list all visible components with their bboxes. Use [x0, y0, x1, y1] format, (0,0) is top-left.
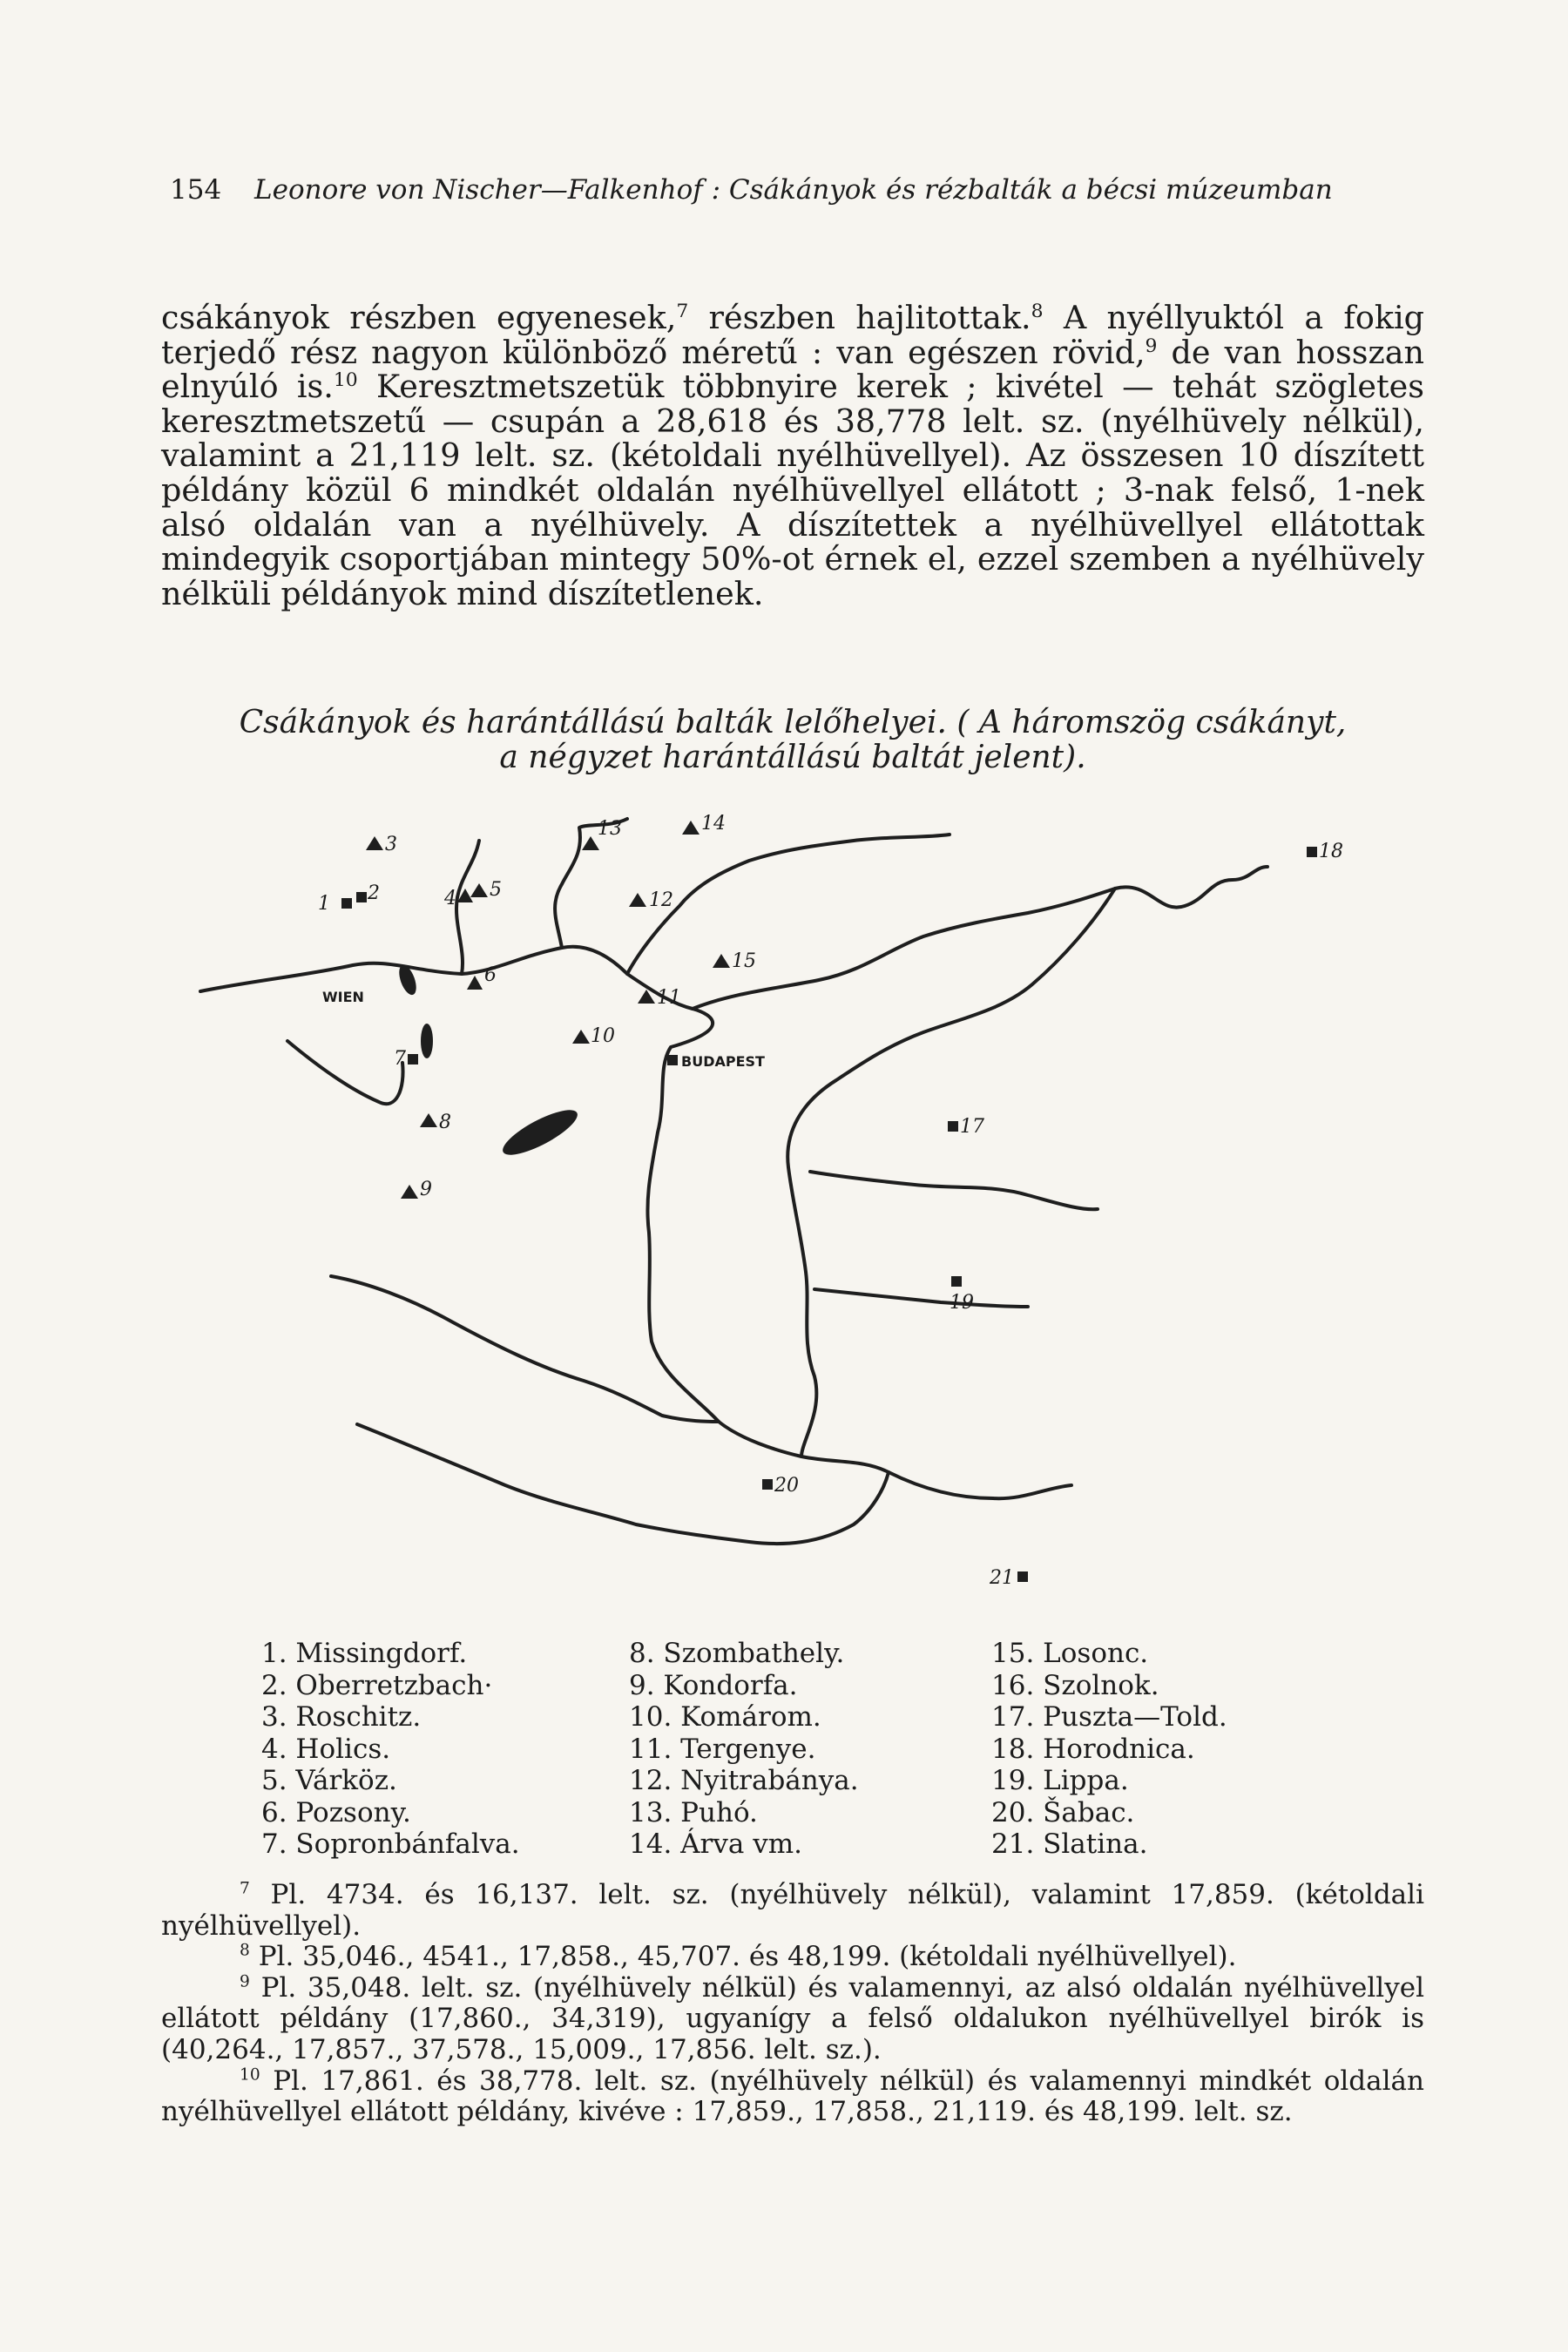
legend-item: 6. Pozsony.: [261, 1796, 411, 1828]
footnotes: [161, 1880, 1424, 2128]
site-7-label: 7: [394, 1048, 406, 1070]
site-20-label: 20: [774, 1475, 799, 1497]
site-13-triangle: [582, 836, 599, 850]
legend-item: 21. Slatina.: [991, 1828, 1148, 1860]
river-hron: [627, 835, 950, 974]
footnote-ref-9: 9: [1145, 335, 1158, 357]
legend-item: 9. Kondorfa.: [629, 1669, 798, 1701]
site-14-triangle: [682, 821, 700, 835]
site-6-triangle: [467, 976, 483, 990]
running-header: [170, 174, 1424, 206]
site-8-triangle: [420, 1113, 437, 1127]
site-5-triangle: [470, 883, 488, 897]
site-10-triangle: [572, 1030, 590, 1044]
legend-item: 4. Holics.: [261, 1733, 391, 1765]
legend-item: 16. Szolnok.: [991, 1669, 1159, 1701]
legend-item: 5. Várköz.: [261, 1765, 397, 1796]
lake-balaton: [497, 1102, 583, 1163]
site-8-label: 8: [439, 1112, 451, 1133]
footnote-ref-7: 7: [676, 300, 689, 322]
site-21-square: [1017, 1571, 1028, 1582]
site-10-label: 10: [591, 1025, 615, 1047]
site-2-label: 2: [368, 882, 380, 904]
site-21-label: 21: [990, 1567, 1014, 1589]
legend-item: 7. Sopronbánfalva.: [261, 1828, 520, 1860]
river-raab: [287, 1041, 403, 1104]
site-15-label: 15: [732, 950, 756, 972]
footnote-ref-8: 8: [1031, 300, 1044, 322]
site-19-label: 19: [950, 1292, 974, 1314]
city-wien-label: WIEN: [322, 989, 364, 1005]
legend-column-1: [261, 1638, 520, 1861]
river-drava: [331, 1276, 719, 1422]
river-maros: [810, 1172, 1098, 1209]
footnote-7: $^7$ Pl. 4734. és 16,137. lelt. sz. (nyélhüvely nélkül), valamint 17,859. (kétoldali nyélhüvellyel).: [161, 1879, 1424, 1942]
body-paragraph: [161, 301, 1424, 611]
footnote-9: $^9$ Pl. 35,048. lelt. sz. (nyélhüvely nélkül) és valamennyi, az alsó oldalán nyélhüvellyel ellátott példány (17,860., 34,319), ugyanígy a felső oldalukon nyélhüvellyel birók is (40,264., 17,857., 37,578., 15,009., 17,856. lelt. sz.).: [161, 1971, 1424, 2065]
city-budapest-label: BUDAPEST: [681, 1053, 765, 1070]
site-14-label: 14: [701, 813, 726, 835]
site-11-label: 11: [657, 987, 681, 1009]
site-5-label: 5: [490, 879, 502, 901]
legend-item: 20. Šabac.: [991, 1796, 1135, 1828]
body-text-5: Keresztmetszetük többnyire kerek ; kivétel — tehát szögletes keresztmetszetű — csupán a 28,618 és 38,778 lelt. sz. (nyélhüvely nélkül), valamint a 21,119 lelt. sz. (kétoldali nyélhüvellyel). Az összesen 10 díszített példány közül 6 mindkét oldalán nyélhüvellyel ellátott ; 3-nak felső, 1-nek alsó oldalán van a nyélhüvely. A díszítettek a nyélhüvellyel ellátottak mindegyik csoportjában mintegy 50%-ot érnek el, ezzel szemben a nyélhüvely nélküli példányok mind díszítetlenek.: [161, 368, 1424, 612]
legend-item: 17. Puszta—Told.: [991, 1701, 1227, 1733]
footnote-8: $^8$ Pl. 35,046., 4541., 17,858., 45,707. és 48,199. (kétoldali nyélhüvellyel).: [240, 1941, 1237, 1973]
site-20-square: [762, 1479, 773, 1490]
legend-item: 15. Losonc.: [991, 1638, 1149, 1669]
body-text-2: részben hajlitottak.: [688, 299, 1031, 336]
site-1-square: [341, 898, 352, 909]
legend-item: 10. Komárom.: [629, 1701, 821, 1733]
site-7-square: [408, 1054, 418, 1064]
map-caption: [161, 706, 1424, 775]
river-sava: [357, 1424, 889, 1544]
legend-item: 12. Nyitrabánya.: [629, 1765, 859, 1796]
legend-column-2: [629, 1638, 859, 1861]
site-3-triangle: [366, 836, 383, 850]
site-1-label: 1: [318, 893, 330, 915]
legend-item: 1. Missingdorf.: [261, 1638, 468, 1669]
legend-item: 11. Tergenye.: [629, 1733, 816, 1765]
site-6-label: 6: [484, 964, 497, 986]
legend-item: 14. Árva vm.: [629, 1828, 802, 1860]
site-12-triangle: [629, 893, 646, 907]
site-4-label: 4: [444, 888, 456, 909]
site-18-square: [1307, 847, 1317, 857]
river-upper-north: [693, 867, 1267, 1009]
page-number: 154: [170, 174, 222, 206]
legend-item: 2. Oberretzbach·: [261, 1669, 493, 1701]
legend-item: 18. Horodnica.: [991, 1733, 1195, 1765]
body-text-3: A nyéllyuktól a fokig terjedő rész nagyon különböző méretű : van egészen rövid,: [161, 299, 1424, 371]
site-2-square: [356, 892, 367, 902]
site-17-square: [948, 1121, 958, 1132]
body-text-4: de van hosszan elnyúló is.: [161, 333, 1424, 406]
footnote-ref-10: 10: [333, 369, 358, 392]
budapest-marker: [667, 1055, 678, 1065]
footnote-10: $^{10}$ Pl. 17,861. és 38,778. lelt. sz. (nyélhüvely nélkül) és valamennyi mindkét oldalán nyélhüvellyel ellátott példány, kivéve : 17,859., 17,858., 21,119. és 48,199. lelt. sz.: [161, 2065, 1424, 2128]
site-19-square: [951, 1276, 962, 1287]
caption-line-1: Csákányok és harántállású balták lelőhelyei. ( A háromszög csákányt,: [239, 705, 1347, 740]
river-danube: [200, 947, 1071, 1498]
legend-item: 8. Szombathely.: [629, 1638, 845, 1669]
site-3-label: 3: [385, 834, 397, 855]
body-text-1: csákányok részben egyenesek,: [161, 299, 677, 336]
site-17-label: 17: [960, 1116, 984, 1138]
find-sites-map: [174, 801, 1411, 1612]
legend-item: 19. Lippa.: [991, 1765, 1129, 1796]
map-svg: [174, 801, 1411, 1612]
legend-column-3: [991, 1638, 1227, 1861]
site-15-triangle: [713, 954, 730, 968]
caption-line-2: a négyzet harántállású baltát jelent).: [499, 740, 1086, 775]
site-12-label: 12: [649, 889, 673, 911]
site-9-label: 9: [420, 1179, 432, 1200]
river-koros: [814, 1289, 1028, 1307]
site-18-label: 18: [1319, 841, 1343, 862]
site-9-triangle: [401, 1185, 418, 1199]
site-13-label: 13: [598, 818, 622, 840]
running-title: Leonore von Nischer—Falkenhof : Csákányok és rézbalták a bécsi múzeumban: [254, 174, 1333, 206]
river-morava: [456, 841, 479, 974]
lake-small: [421, 1024, 433, 1058]
legend-item: 3. Roschitz.: [261, 1701, 422, 1733]
legend-item: 13. Puhó.: [629, 1796, 758, 1828]
